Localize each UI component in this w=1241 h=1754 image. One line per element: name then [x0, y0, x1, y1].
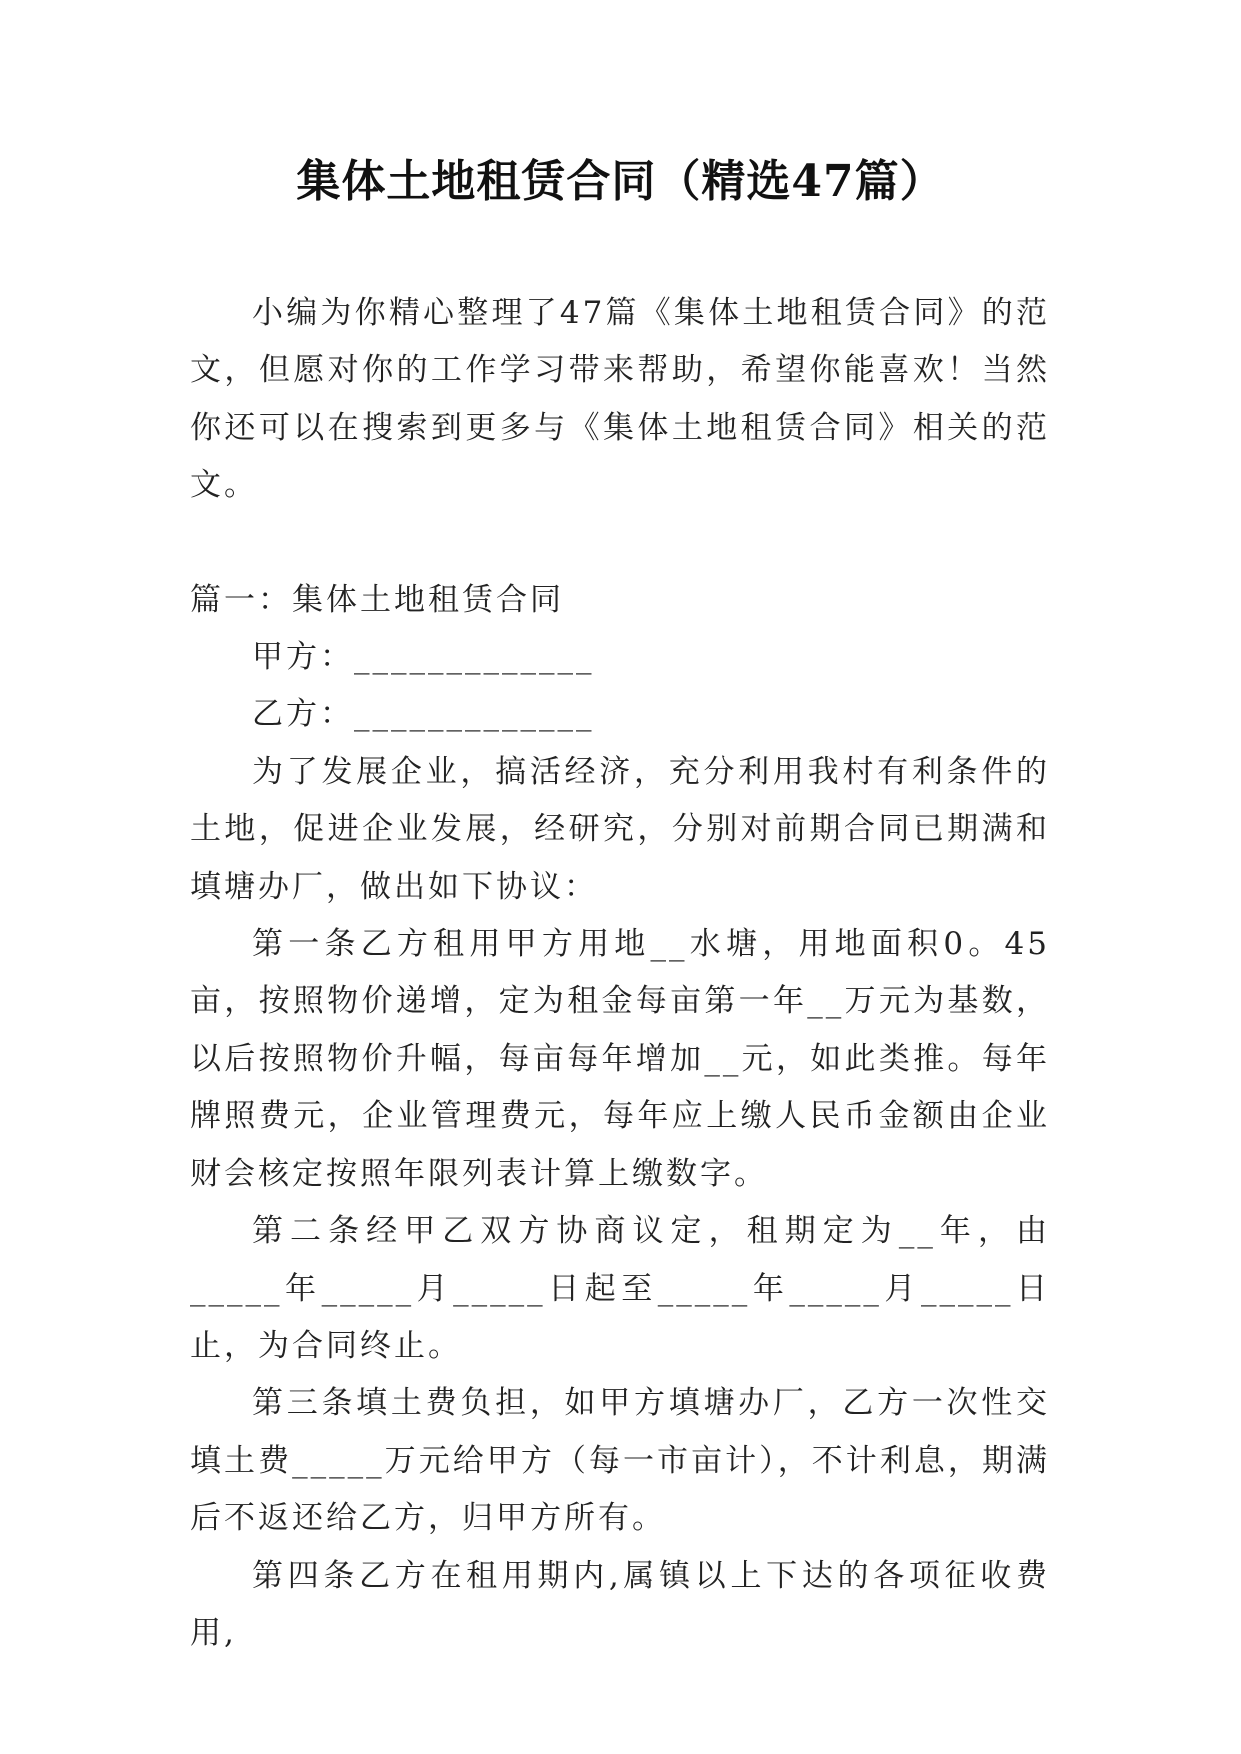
article-1: 第一条乙方租用甲方用地__水塘，用地面积0。45亩，按照物价递增，定为租金每亩第一年__万元为基数，以后按照物价升幅，每亩每年增加__元，如此类推。每年牌照费元，企业管理费元，每年应上缴人民币金额由企业财会核定按照年限列表计算上缴数字。: [190, 926, 1050, 1192]
party-a-line: 甲方：_____________: [252, 639, 595, 676]
article-2: 第二条经甲乙双方协商议定，租期定为__年，由_____年_____月_____日起至_____年_____月_____日止，为合同终止。: [190, 1213, 1050, 1364]
paragraph-gap: [190, 515, 1050, 572]
document-title: 集体土地租赁合同（精选47篇）: [296, 156, 945, 207]
preamble-paragraph: 为了发展企业，搞活经济，充分利用我村有利条件的土地，促进企业发展，经研究，分别对前期合同已期满和填塘办厂，做出如下协议：: [190, 753, 1050, 905]
intro-paragraph: 小编为你精心整理了47篇《集体土地租赁合同》的范文，但愿对你的工作学习带来帮助，希望你能喜欢！当然你还可以在搜索到更多与《集体土地租赁合同》相关的范文。: [190, 295, 1050, 504]
section-heading: 篇一：集体土地租赁合同: [190, 581, 564, 618]
article-3: 第三条填土费负担，如甲方填塘办厂，乙方一次性交填土费_____万元给甲方（每一市亩计），不计利息，期满后不返还给乙方，归甲方所有。: [190, 1385, 1050, 1537]
document-body: [190, 285, 1050, 1662]
party-b-line: 乙方：_____________: [252, 696, 595, 733]
article-4: 第四条乙方在租用期内,属镇以上下达的各项征收费用,: [190, 1557, 1050, 1651]
